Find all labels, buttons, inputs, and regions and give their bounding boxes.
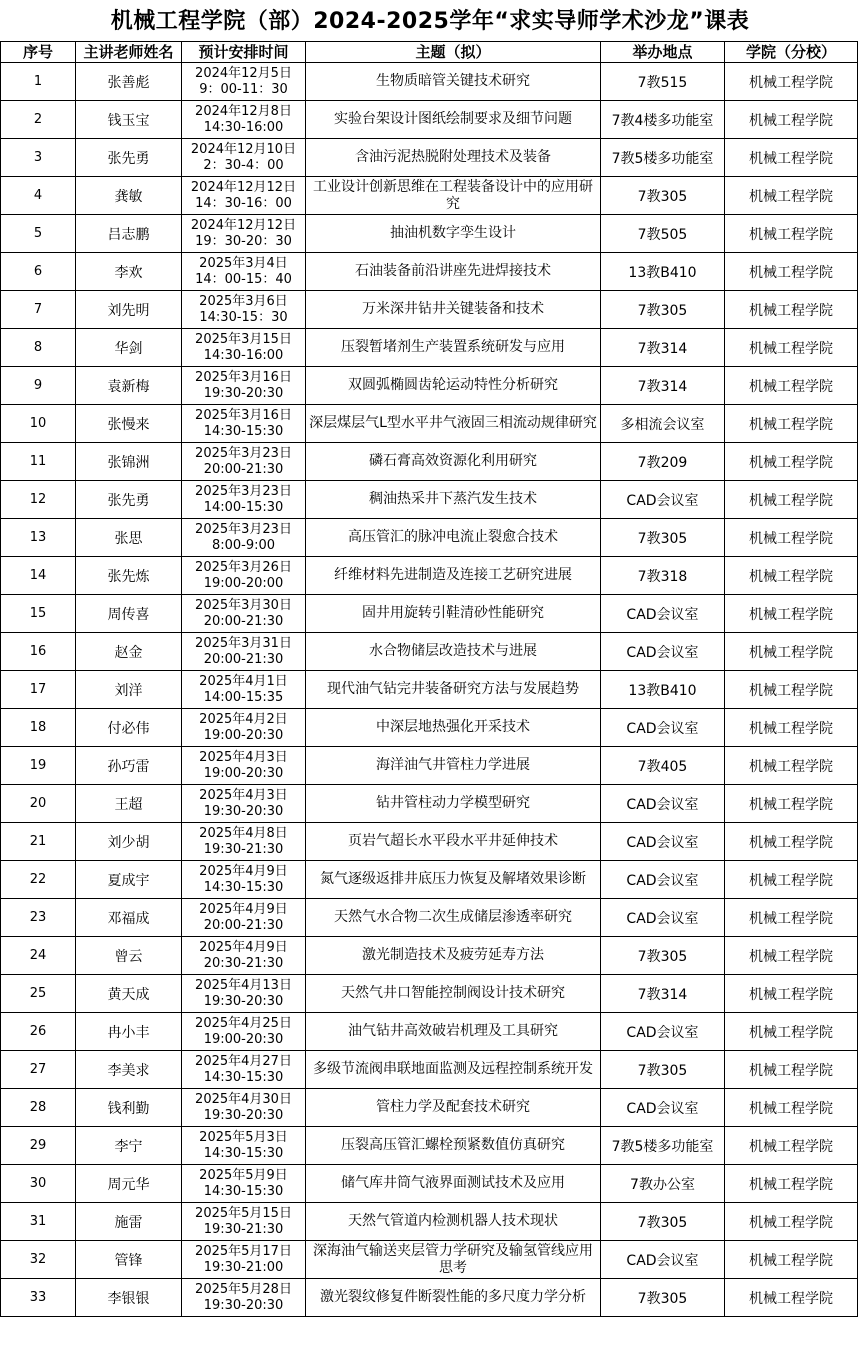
cell-topic: 现代油气钻完井装备研究方法与发展趋势 (306, 671, 601, 709)
cell-time: 2025年4月30日 19:30-20:30 (182, 1089, 306, 1127)
cell-time: 2025年3月31日 20:00-21:30 (182, 633, 306, 671)
table-row (1, 443, 858, 481)
cell-college: 机械工程学院 (725, 519, 858, 557)
cell-time: 2025年3月6日 14:30-15：30 (182, 291, 306, 329)
cell-college: 机械工程学院 (725, 785, 858, 823)
cell-place: 7教314 (601, 975, 725, 1013)
cell-college: 机械工程学院 (725, 975, 858, 1013)
cell-topic: 高压管汇的脉冲电流止裂愈合技术 (306, 519, 601, 557)
cell-teacher: 冉小丰 (76, 1013, 182, 1051)
table-row (1, 633, 858, 671)
table-row (1, 519, 858, 557)
cell-no: 29 (1, 1127, 76, 1165)
cell-topic: 双圆弧椭圆齿轮运动特性分析研究 (306, 367, 601, 405)
cell-college: 机械工程学院 (725, 101, 858, 139)
header-time: 预计安排时间 (182, 42, 306, 63)
cell-topic: 万米深井钻井关键装备和技术 (306, 291, 601, 329)
table-row (1, 899, 858, 937)
cell-time: 2025年3月15日 14:30-16:00 (182, 329, 306, 367)
cell-no: 32 (1, 1241, 76, 1279)
cell-place: CAD会议室 (601, 1241, 725, 1279)
cell-no: 1 (1, 63, 76, 101)
cell-topic: 中深层地热强化开采技术 (306, 709, 601, 747)
cell-place: CAD会议室 (601, 785, 725, 823)
cell-teacher: 李银银 (76, 1279, 182, 1317)
cell-no: 23 (1, 899, 76, 937)
cell-teacher: 张先炼 (76, 557, 182, 595)
cell-time: 2025年4月9日 20:00-21:30 (182, 899, 306, 937)
cell-place: CAD会议室 (601, 899, 725, 937)
cell-time: 2024年12月8日 14:30-16:00 (182, 101, 306, 139)
table-row (1, 937, 858, 975)
cell-place: 7教办公室 (601, 1165, 725, 1203)
cell-time: 2025年5月17日 19:30-21:00 (182, 1241, 306, 1279)
table-row (1, 1127, 858, 1165)
cell-college: 机械工程学院 (725, 709, 858, 747)
cell-college: 机械工程学院 (725, 595, 858, 633)
cell-place: 7教505 (601, 215, 725, 253)
cell-place: 7教305 (601, 1203, 725, 1241)
cell-time: 2024年12月12日 19：30-20：30 (182, 215, 306, 253)
table-row (1, 101, 858, 139)
cell-place: 7教305 (601, 177, 725, 215)
cell-time: 2025年3月23日 14:00-15:30 (182, 481, 306, 519)
cell-topic: 管柱力学及配套技术研究 (306, 1089, 601, 1127)
cell-time: 2025年3月30日 20:00-21:30 (182, 595, 306, 633)
cell-no: 27 (1, 1051, 76, 1089)
cell-college: 机械工程学院 (725, 937, 858, 975)
cell-teacher: 曾云 (76, 937, 182, 975)
cell-time: 2025年3月16日 19:30-20:30 (182, 367, 306, 405)
cell-no: 8 (1, 329, 76, 367)
cell-place: 7教305 (601, 291, 725, 329)
cell-topic: 工业设计创新思维在工程装备设计中的应用研究 (306, 177, 601, 215)
cell-teacher: 龚敏 (76, 177, 182, 215)
cell-place: CAD会议室 (601, 595, 725, 633)
header-topic: 主题（拟） (306, 42, 601, 63)
cell-no: 12 (1, 481, 76, 519)
table-row (1, 1089, 858, 1127)
table-row (1, 405, 858, 443)
cell-teacher: 王超 (76, 785, 182, 823)
cell-topic: 钻井管柱动力学模型研究 (306, 785, 601, 823)
table-row (1, 823, 858, 861)
cell-college: 机械工程学院 (725, 671, 858, 709)
cell-teacher: 赵金 (76, 633, 182, 671)
cell-college: 机械工程学院 (725, 139, 858, 177)
cell-no: 15 (1, 595, 76, 633)
cell-place: CAD会议室 (601, 1013, 725, 1051)
cell-topic: 油气钻井高效破岩机理及工具研究 (306, 1013, 601, 1051)
cell-no: 19 (1, 747, 76, 785)
cell-no: 25 (1, 975, 76, 1013)
cell-no: 17 (1, 671, 76, 709)
cell-place: CAD会议室 (601, 633, 725, 671)
cell-teacher: 张先勇 (76, 139, 182, 177)
cell-teacher: 刘先明 (76, 291, 182, 329)
cell-college: 机械工程学院 (725, 329, 858, 367)
cell-college: 机械工程学院 (725, 633, 858, 671)
cell-time: 2025年4月3日 19:30-20:30 (182, 785, 306, 823)
cell-place: 7教305 (601, 1279, 725, 1317)
cell-place: 7教515 (601, 63, 725, 101)
cell-no: 13 (1, 519, 76, 557)
cell-no: 3 (1, 139, 76, 177)
header-no: 序号 (1, 42, 76, 63)
table-row (1, 139, 858, 177)
cell-no: 20 (1, 785, 76, 823)
cell-no: 10 (1, 405, 76, 443)
table-row (1, 709, 858, 747)
header-college: 学院（分校） (725, 42, 858, 63)
cell-topic: 储气库井筒气液界面测试技术及应用 (306, 1165, 601, 1203)
cell-topic: 多级节流阀串联地面监测及远程控制系统开发 (306, 1051, 601, 1089)
cell-place: 7教305 (601, 1051, 725, 1089)
cell-college: 机械工程学院 (725, 747, 858, 785)
cell-topic: 海洋油气井管柱力学进展 (306, 747, 601, 785)
cell-place: 多相流会议室 (601, 405, 725, 443)
cell-place: 7教314 (601, 329, 725, 367)
cell-place: CAD会议室 (601, 823, 725, 861)
cell-college: 机械工程学院 (725, 1051, 858, 1089)
cell-time: 2025年5月15日 19:30-21:30 (182, 1203, 306, 1241)
cell-college: 机械工程学院 (725, 861, 858, 899)
cell-time: 2025年5月9日 14:30-15:30 (182, 1165, 306, 1203)
cell-time: 2025年4月25日 19:00-20:30 (182, 1013, 306, 1051)
cell-teacher: 刘洋 (76, 671, 182, 709)
cell-teacher: 钱玉宝 (76, 101, 182, 139)
table-row (1, 671, 858, 709)
cell-time: 2025年4月2日 19:00-20:30 (182, 709, 306, 747)
cell-college: 机械工程学院 (725, 177, 858, 215)
cell-time: 2025年4月13日 19:30-20:30 (182, 975, 306, 1013)
table-row (1, 1203, 858, 1241)
cell-place: 7教405 (601, 747, 725, 785)
cell-teacher: 孙巧雷 (76, 747, 182, 785)
header-place: 举办地点 (601, 42, 725, 63)
cell-teacher: 刘少胡 (76, 823, 182, 861)
cell-college: 机械工程学院 (725, 367, 858, 405)
cell-time: 2025年5月3日 14:30-15:30 (182, 1127, 306, 1165)
table-row (1, 1051, 858, 1089)
cell-topic: 水合物储层改造技术与进展 (306, 633, 601, 671)
cell-teacher: 周传喜 (76, 595, 182, 633)
table-row (1, 215, 858, 253)
cell-topic: 稠油热采井下蒸汽发生技术 (306, 481, 601, 519)
cell-teacher: 吕志鹏 (76, 215, 182, 253)
cell-no: 21 (1, 823, 76, 861)
cell-place: 7教314 (601, 367, 725, 405)
cell-topic: 压裂暂堵剂生产装置系统研发与应用 (306, 329, 601, 367)
cell-place: 13教B410 (601, 253, 725, 291)
table-row (1, 595, 858, 633)
cell-college: 机械工程学院 (725, 291, 858, 329)
cell-teacher: 李欢 (76, 253, 182, 291)
cell-time: 2024年12月10日 2：30-4：00 (182, 139, 306, 177)
cell-topic: 抽油机数字孪生设计 (306, 215, 601, 253)
cell-college: 机械工程学院 (725, 253, 858, 291)
table-row (1, 253, 858, 291)
cell-college: 机械工程学院 (725, 1241, 858, 1279)
cell-place: 7教305 (601, 937, 725, 975)
cell-topic: 深层煤层气L型水平井气液固三相流动规律研究 (306, 405, 601, 443)
cell-place: 13教B410 (601, 671, 725, 709)
cell-college: 机械工程学院 (725, 443, 858, 481)
table-row (1, 291, 858, 329)
cell-college: 机械工程学院 (725, 1279, 858, 1317)
cell-college: 机械工程学院 (725, 899, 858, 937)
cell-no: 33 (1, 1279, 76, 1317)
cell-topic: 石油装备前沿讲座先进焊接技术 (306, 253, 601, 291)
cell-place: CAD会议室 (601, 1089, 725, 1127)
schedule-table (0, 41, 858, 1317)
cell-college: 机械工程学院 (725, 1089, 858, 1127)
table-row (1, 557, 858, 595)
table-row (1, 367, 858, 405)
cell-topic: 固井用旋转引鞋清砂性能研究 (306, 595, 601, 633)
cell-no: 18 (1, 709, 76, 747)
table-row (1, 63, 858, 101)
cell-teacher: 施雷 (76, 1203, 182, 1241)
cell-topic: 压裂高压管汇螺栓预紧数值仿真研究 (306, 1127, 601, 1165)
cell-no: 22 (1, 861, 76, 899)
cell-college: 机械工程学院 (725, 215, 858, 253)
cell-college: 机械工程学院 (725, 1203, 858, 1241)
table-row (1, 1241, 858, 1279)
table-body (1, 63, 858, 1317)
cell-teacher: 钱利勤 (76, 1089, 182, 1127)
cell-teacher: 邓福成 (76, 899, 182, 937)
cell-teacher: 黄天成 (76, 975, 182, 1013)
cell-no: 28 (1, 1089, 76, 1127)
cell-time: 2025年4月9日 14:30-15:30 (182, 861, 306, 899)
cell-topic: 含油污泥热脱附处理技术及装备 (306, 139, 601, 177)
cell-no: 24 (1, 937, 76, 975)
cell-time: 2025年3月16日 14:30-15:30 (182, 405, 306, 443)
cell-teacher: 华剑 (76, 329, 182, 367)
cell-time: 2025年4月8日 19:30-21:30 (182, 823, 306, 861)
cell-teacher: 张慢来 (76, 405, 182, 443)
page-title: 机械工程学院（部）2024-2025学年“求实导师学术沙龙”课表 (110, 9, 750, 34)
cell-teacher: 张善彪 (76, 63, 182, 101)
cell-no: 31 (1, 1203, 76, 1241)
cell-topic: 生物质暗管关键技术研究 (306, 63, 601, 101)
cell-no: 26 (1, 1013, 76, 1051)
cell-time: 2025年4月27日 14:30-15:30 (182, 1051, 306, 1089)
table-row (1, 1279, 858, 1317)
table-row (1, 481, 858, 519)
cell-college: 机械工程学院 (725, 557, 858, 595)
cell-college: 机械工程学院 (725, 63, 858, 101)
cell-no: 14 (1, 557, 76, 595)
cell-college: 机械工程学院 (725, 1127, 858, 1165)
cell-teacher: 管锋 (76, 1241, 182, 1279)
cell-no: 6 (1, 253, 76, 291)
cell-place: CAD会议室 (601, 709, 725, 747)
cell-place: 7教5楼多功能室 (601, 139, 725, 177)
cell-college: 机械工程学院 (725, 1013, 858, 1051)
cell-college: 机械工程学院 (725, 481, 858, 519)
cell-teacher: 张思 (76, 519, 182, 557)
cell-college: 机械工程学院 (725, 405, 858, 443)
cell-place: 7教5楼多功能室 (601, 1127, 725, 1165)
header-teacher: 主讲老师姓名 (76, 42, 182, 63)
cell-teacher: 李美求 (76, 1051, 182, 1089)
table-row (1, 747, 858, 785)
cell-teacher: 张锦洲 (76, 443, 182, 481)
cell-place: 7教305 (601, 519, 725, 557)
cell-college: 机械工程学院 (725, 823, 858, 861)
cell-college: 机械工程学院 (725, 1165, 858, 1203)
cell-place: 7教209 (601, 443, 725, 481)
cell-no: 30 (1, 1165, 76, 1203)
cell-time: 2024年12月12日 14：30-16：00 (182, 177, 306, 215)
cell-teacher: 李宁 (76, 1127, 182, 1165)
cell-teacher: 袁新梅 (76, 367, 182, 405)
cell-topic: 磷石膏高效资源化利用研究 (306, 443, 601, 481)
table-row (1, 329, 858, 367)
cell-time: 2025年5月28日 19:30-20:30 (182, 1279, 306, 1317)
cell-topic: 纤维材料先进制造及连接工艺研究进展 (306, 557, 601, 595)
table-row (1, 785, 858, 823)
cell-topic: 天然气管道内检测机器人技术现状 (306, 1203, 601, 1241)
table-row (1, 177, 858, 215)
cell-time: 2025年3月4日 14：00-15：40 (182, 253, 306, 291)
cell-teacher: 付必伟 (76, 709, 182, 747)
cell-no: 11 (1, 443, 76, 481)
cell-no: 4 (1, 177, 76, 215)
cell-place: 7教4楼多功能室 (601, 101, 725, 139)
cell-no: 16 (1, 633, 76, 671)
cell-time: 2024年12月5日 9：00-11：30 (182, 63, 306, 101)
table-row (1, 861, 858, 899)
cell-no: 5 (1, 215, 76, 253)
cell-teacher: 张先勇 (76, 481, 182, 519)
cell-topic: 氮气逐级返排井底压力恢复及解堵效果诊断 (306, 861, 601, 899)
cell-topic: 天然气井口智能控制阀设计技术研究 (306, 975, 601, 1013)
table-row (1, 1165, 858, 1203)
cell-no: 2 (1, 101, 76, 139)
table-row (1, 1013, 858, 1051)
cell-topic: 激光裂纹修复件断裂性能的多尺度力学分析 (306, 1279, 601, 1317)
cell-no: 7 (1, 291, 76, 329)
cell-time: 2025年4月9日 20:30-21:30 (182, 937, 306, 975)
table-row (1, 975, 858, 1013)
cell-topic: 深海油气输送夹层管力学研究及输氢管线应用思考 (306, 1241, 601, 1279)
cell-place: CAD会议室 (601, 481, 725, 519)
cell-topic: 天然气水合物二次生成储层渗透率研究 (306, 899, 601, 937)
cell-time: 2025年3月26日 19:00-20:00 (182, 557, 306, 595)
cell-time: 2025年3月23日 20:00-21:30 (182, 443, 306, 481)
cell-topic: 激光制造技术及疲劳延寿方法 (306, 937, 601, 975)
header-row (1, 42, 858, 63)
cell-teacher: 夏成宇 (76, 861, 182, 899)
cell-time: 2025年3月23日 8:00-9:00 (182, 519, 306, 557)
cell-place: CAD会议室 (601, 861, 725, 899)
cell-no: 9 (1, 367, 76, 405)
cell-topic: 实验台架设计图纸绘制要求及细节问题 (306, 101, 601, 139)
cell-teacher: 周元华 (76, 1165, 182, 1203)
cell-place: 7教318 (601, 557, 725, 595)
cell-time: 2025年4月3日 19:00-20:30 (182, 747, 306, 785)
cell-topic: 页岩气超长水平段水平井延伸技术 (306, 823, 601, 861)
cell-time: 2025年4月1日 14:00-15:35 (182, 671, 306, 709)
